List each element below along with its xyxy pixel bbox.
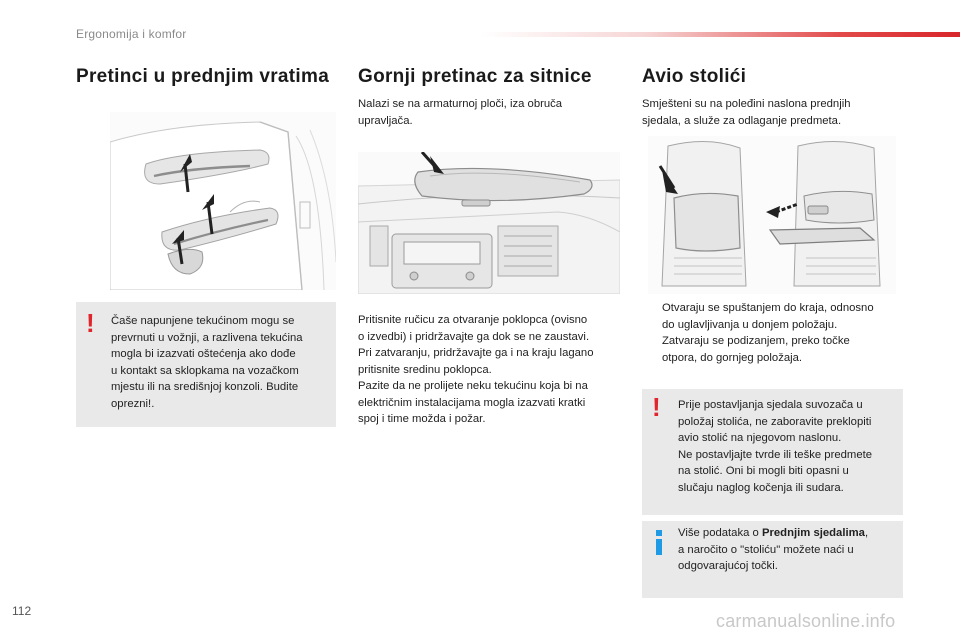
tray-tables-warning-box [642, 389, 903, 515]
list-item: Otvaraju se spuštanjem do kraja, odnosno do uglavljivanja u donjem položaju. [662, 302, 874, 331]
upper-storage-instructions: Pritisnite ručicu za otvaranje poklopca (ovisno o izvedbi) i pridržavajte ga dok se ne zaustavi. Pri zatvaranju, pridržavajte ga i na kraju lagano pritisnite sredinu poklopca. Pazite da ne prolijete neku tekućinu koja bi na električnim instalacijama mogla izazvati kratki spoj i time možda i požar. [358, 314, 594, 425]
dashboard-storage-illustration [358, 152, 620, 294]
tray-tables-bullet-list [642, 300, 917, 366]
title-upper-storage: Gornji pretinac za sitnice [358, 66, 592, 87]
info-text: Više podataka o Prednjim sjedalima, a naročito o "stoliću" možete naći u odgovarajućoj točki. [678, 527, 869, 572]
list-item: Zatvaraju se podizanjem, preko točke otpora, do gornjeg položaja. [662, 335, 850, 364]
title-tray-tables: Avio stolići [642, 66, 747, 87]
section-header: Ergonomija i komfor [76, 27, 187, 41]
tray-tables-info-box [642, 521, 903, 598]
upper-storage-intro: Nalazi se na armaturnoj ploči, iza obruča upravljača. [358, 98, 563, 127]
title-door-compartments: Pretinci u prednjim vratima [76, 66, 330, 87]
door-compartment-warning-box [76, 302, 336, 427]
watermark: carmanualsonline.info [716, 611, 896, 631]
warning-icon: ! [652, 392, 661, 422]
warning-icon: ! [86, 308, 95, 338]
tray-tables-intro: Smješteni su na poleđini naslona prednjih sjedala, a služe za odlaganje predmeta. [642, 98, 851, 127]
header-accent-bar [480, 32, 960, 37]
tray-table-illustration [648, 136, 896, 294]
page-number: 112 [12, 604, 32, 618]
warning-text: Prije postavljanja sjedala suvozača u položaj stolića, ne zaboravite preklopiti avio stolić na njegovom naslonu. Ne postavljajte tvrde ili teške predmete na stolić. Oni bi mogli biti opasni u slučaju naglog kočenja ili sudara. [678, 399, 873, 494]
door-compartment-illustration [110, 112, 336, 290]
info-icon [656, 530, 662, 555]
warning-text: Čaše napunjene tekućinom mogu se prevrnuti u vožnji, a razlivena tekućina mogla bi izazvati oštećenja ako dođe u kontakt sa sklopkama na vozačkom mjestu ili na središnjoj konzoli. Budite oprezni!. [111, 315, 303, 410]
